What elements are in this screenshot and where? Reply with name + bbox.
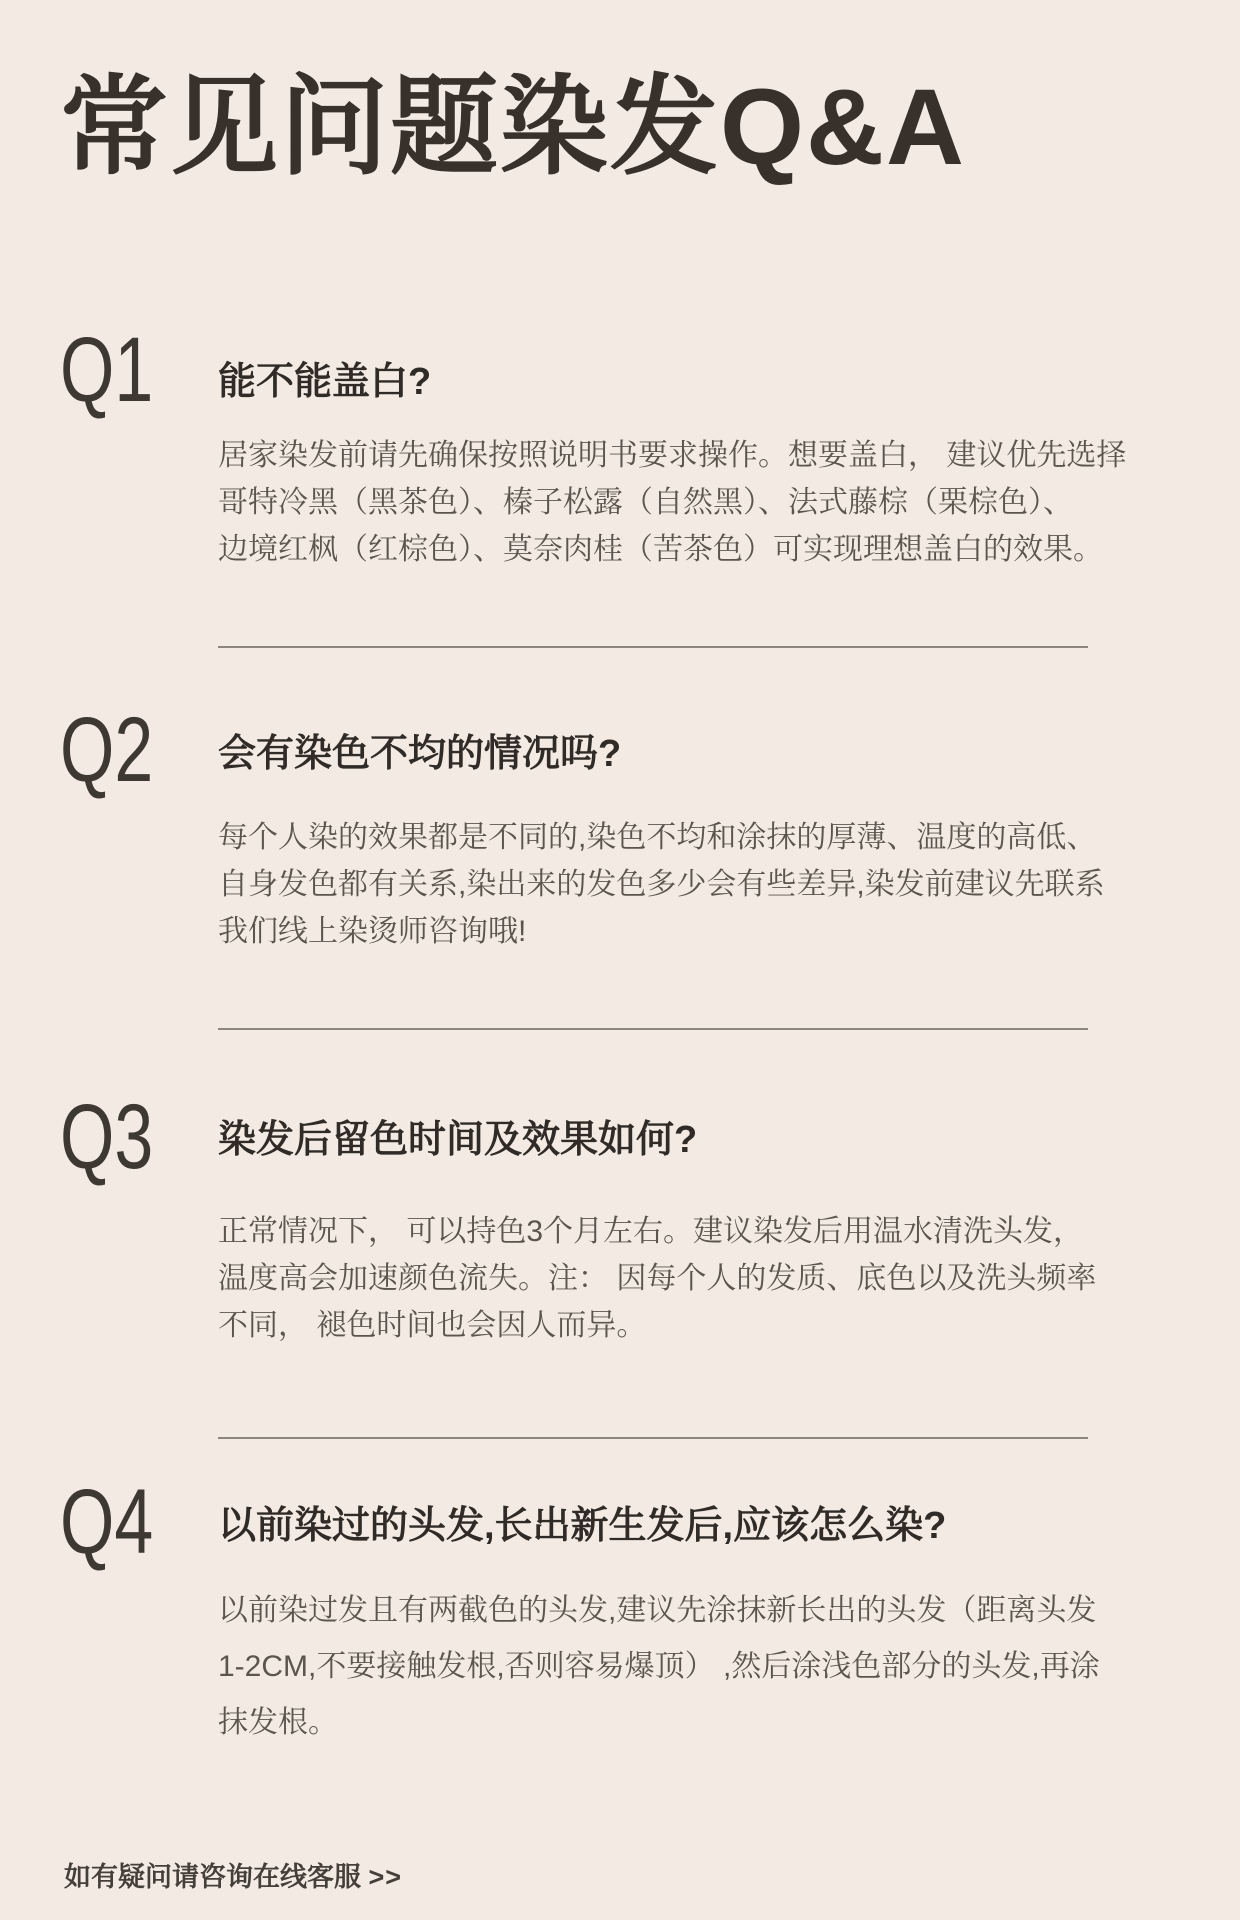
q4-answer-line-3: 抹发根。 — [218, 1706, 338, 1739]
q1-label: Q1 — [60, 319, 154, 421]
section-divider-1 — [218, 646, 1088, 648]
q3-answer-line-2: 温度高会加速颜色流失。注： 因每个人的发质、底色以及洗头频率 — [218, 1262, 1097, 1295]
q2-question: 会有染色不均的情况吗? — [218, 733, 622, 775]
page-title: 常见问题染发Q&A — [60, 66, 966, 187]
q4-answer-line-1: 以前染过发且有两截色的头发,建议先涂抹新长出的头发（距离头发 — [218, 1594, 1097, 1627]
q4-answer — [218, 1583, 1100, 1751]
q3-answer-line-1: 正常情况下， 可以持色3个月左右。建议染发后用温水清洗头发， — [218, 1215, 1084, 1248]
footer-text: 如有疑问请咨询在线客服 — [64, 1862, 361, 1892]
q1-answer-line-1: 居家染发前请先确保按照说明书要求操作。想要盖白， 建议优先选择 — [218, 439, 1127, 472]
q4-answer-line-2: 1-2CM,不要接触发根,否则容易爆顶） ,然后涂浅色部分的头发,再涂 — [218, 1650, 1100, 1683]
q1-question: 能不能盖白? — [218, 361, 432, 403]
q1-answer-line-2: 哥特冷黑（黑茶色）、榛子松露（自然黑）、法式藤棕（栗棕色）、 — [218, 486, 1073, 519]
q3-answer — [218, 1208, 1096, 1349]
q3-label: Q3 — [60, 1086, 154, 1188]
q3-answer-line-3: 不同， 褪色时间也会因人而异。 — [218, 1309, 647, 1342]
q4-label: Q4 — [60, 1471, 154, 1573]
q1-answer-line-3: 边境红枫（红棕色）、莫奈肉桂（苦茶色）可实现理想盖白的效果。 — [218, 533, 1103, 566]
section-divider-3 — [218, 1437, 1088, 1439]
q1-answer — [218, 432, 1126, 573]
q3-question: 染发后留色时间及效果如何? — [218, 1119, 698, 1161]
q2-answer-line-1: 每个人染的效果都是不同的,染色不均和涂抹的厚薄、温度的高低、 — [218, 821, 1097, 854]
q4-question: 以前染过的头发,长出新生发后,应该怎么染? — [218, 1505, 947, 1547]
q2-answer-line-3: 我们线上染烫师咨询哦! — [218, 915, 527, 948]
customer-service-link[interactable] — [64, 1855, 402, 1894]
q2-answer-line-2: 自身发色都有关系,染出来的发色多少会有些差异,染发前建议先联系 — [218, 868, 1105, 901]
q2-answer — [218, 814, 1105, 955]
chevron-right-icon: >> — [368, 1862, 403, 1892]
section-divider-2 — [218, 1028, 1088, 1030]
q2-label: Q2 — [60, 699, 154, 801]
